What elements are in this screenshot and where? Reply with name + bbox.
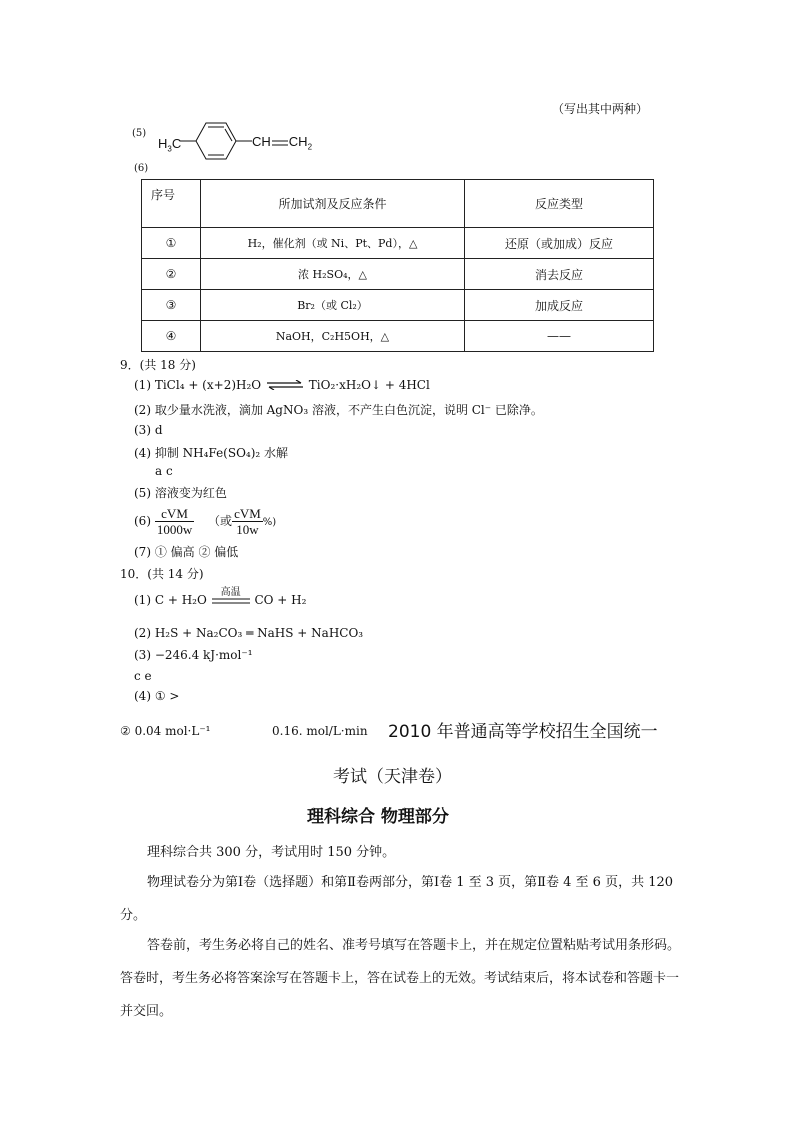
q9-answer-4: (4) 抑制 NH₄Fe(SO₄)₂ 水解 <box>134 446 289 460</box>
double-bond-icon <box>271 135 289 150</box>
header-type: 反应类型 <box>465 180 654 228</box>
q5-vinyl: CH $CH_2$ <box>252 134 313 152</box>
q9-answer-5: (5) 溶液变为红色 <box>134 486 227 500</box>
table-row <box>142 290 654 321</box>
exam-title-line1: 2010 年普通高等学校招生全国统一 <box>388 722 658 742</box>
q10-answer-1: (1) C + H₂O 高温 CO + H₂ <box>134 587 307 607</box>
row-reagent: H₂，催化剂（或 Ni、Pt、Pd），△ <box>201 228 465 259</box>
equals-sign-icon <box>211 598 251 604</box>
q9-answer-2: (2) 取少量水洗液，滴加 AgNO₃ 溶液，不产生白色沉淀，说明 Cl⁻ 已除净。 <box>134 403 543 417</box>
row-type: 还原（或加成）反应 <box>465 228 654 259</box>
reaction-condition: 高温 <box>211 587 251 604</box>
exam-subtitle: 理科综合 物理部分 <box>307 807 449 827</box>
paragraph-1: 理科综合共 300 分，考试用时 150 分钟。 <box>147 845 396 860</box>
row-seq: ④ <box>142 321 201 352</box>
exam-title-line2: 考试（天津卷） <box>333 767 452 787</box>
row-reagent: NaOH，C₂H5OH，△ <box>201 321 465 352</box>
header-seq: 序号 <box>142 180 201 228</box>
row-seq: ③ <box>142 290 201 321</box>
q6-label: (6) <box>134 163 149 174</box>
row-reagent: 浓 H₂SO₄，△ <box>201 259 465 290</box>
q10-answer-3: (3) −246.4 kJ·mol⁻¹ <box>134 648 253 662</box>
row-reagent: Br₂（或 Cl₂） <box>201 290 465 321</box>
equilibrium-arrow-icon <box>265 379 305 393</box>
row-type: 消去反应 <box>465 259 654 290</box>
fraction-2: $\frac{\text{cVM}}{10w}$ <box>234 506 261 537</box>
q9-answer-7: (7) ① 偏高 ② 偏低 <box>134 545 239 559</box>
fraction-1: $\frac{\text{cVM}}{1000w}$ <box>156 506 193 537</box>
row-type: —— <box>465 321 654 352</box>
q9-answer-3: (3) d <box>134 423 163 437</box>
q10-answer-4: (4) ① > <box>134 689 180 703</box>
q9-answer-1: (1) TiCl₄ + (x+2)H₂O TiO₂·xH₂O↓ + 4HCl <box>134 378 430 392</box>
row-seq: ① <box>142 228 201 259</box>
header-reagent: 所加试剂及反应条件 <box>201 180 465 228</box>
q9-heading: 9．(共 18 分) <box>120 358 196 372</box>
q9-answer-6: (6) $\frac{\text{cVM}}{1000w}$ （或 $\frac{\text{cVM}}{10w}$ %) <box>134 506 277 537</box>
table-row <box>142 228 654 259</box>
q5-methyl: $H_3C$ <box>158 136 182 154</box>
paragraph-3: 答卷前，考生务必将自己的姓名、准考号填写在答题卡上，并在规定位置粘贴考试用条形码。答卷时，考生务必将答案涂写在答题卡上，答在试卷上的无效。考试结束后，将本试卷和答题卡一并交回。 <box>120 938 681 1019</box>
q10-heading: 10．(共 14 分) <box>120 567 204 581</box>
top-note: （写出其中两种） <box>552 102 649 116</box>
q5-label: (5) <box>132 128 147 139</box>
row-type: 加成反应 <box>465 290 654 321</box>
q10-answer-2: (2) H₂S + Na₂CO₃ ═ NaHS + NaHCO₃ <box>134 626 364 640</box>
q10-answer-4b-mid: 0.16. mol/L·min <box>272 724 368 738</box>
row-seq: ② <box>142 259 201 290</box>
q10-answer-3b: c e <box>134 669 152 683</box>
table-row <box>142 259 654 290</box>
q10-answer-4b-left: ② 0.04 mol·L⁻¹ <box>120 724 211 738</box>
table-row <box>142 321 654 352</box>
reaction-table <box>141 179 654 352</box>
paragraph-2: 物理试卷分为第Ⅰ卷（选择题）和第Ⅱ卷两部分，第Ⅰ卷 1 至 3 页，第Ⅱ卷 4 至 6 页，共 120 分。 <box>120 875 674 923</box>
table-header-row <box>142 180 654 228</box>
q9-answer-4b: a c <box>155 464 173 478</box>
benzene-ring-icon <box>180 115 260 165</box>
